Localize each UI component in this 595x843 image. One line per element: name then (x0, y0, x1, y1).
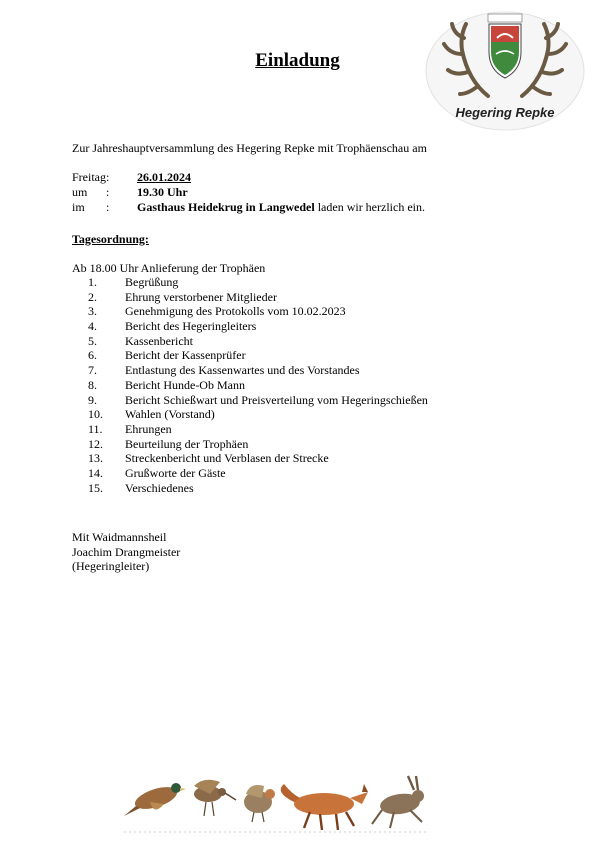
agenda-item-text: Grußworte der Gäste (125, 465, 226, 480)
intro-text: Zur Jahreshauptversammlung des Hegering Repke mit Trophäenschau am (72, 141, 427, 155)
agenda-item-number: 12. (88, 436, 103, 451)
agenda-item-text: Beurteilung der Trophäen (125, 436, 249, 451)
page-title: Einladung (255, 50, 340, 71)
detail-time-value: 19.30 Uhr (137, 185, 188, 199)
agenda-preface: Ab 18.00 Uhr Anlieferung der Trophäen (72, 261, 266, 275)
agenda-item-number: 15. (88, 480, 103, 495)
agenda-item-number: 8. (88, 377, 97, 392)
agenda-item-number: 6. (88, 348, 97, 363)
agenda-item-number: 14. (88, 465, 103, 480)
agenda-item-text: Begrüßung (125, 275, 179, 289)
agenda-item-text: Bericht Schießwart und Preisverteilung vom Hegeringschießen (125, 392, 428, 407)
agenda-item-number: 3. (88, 304, 97, 319)
signature-greeting: Mit Waidmannsheil (72, 530, 167, 544)
agenda-heading: Tagesordnung: (72, 232, 149, 246)
agenda-item-number: 4. (88, 319, 97, 334)
agenda-item-text: Entlastung des Kassenwartes und des Vorstandes (125, 363, 360, 378)
agenda-item-number: 5. (88, 333, 97, 348)
detail-label: Freitag: (72, 170, 110, 184)
partridge-icon (244, 785, 275, 822)
agenda-item-text: Kassenbericht (125, 333, 193, 348)
woodcock-icon (194, 780, 236, 816)
detail-label: im (72, 200, 85, 214)
fox-icon (281, 784, 368, 830)
agenda-item-number: 1. (88, 275, 97, 289)
hare-icon (372, 776, 424, 828)
signature-block (72, 530, 180, 574)
agenda-item-text: Bericht der Kassenprüfer (125, 348, 246, 363)
agenda-item-text: Ehrung verstorbener Mitglieder (125, 289, 277, 304)
signature-name: Joachim Drangmeister (72, 544, 181, 559)
detail-location-value (137, 200, 425, 215)
agenda-item-number: 2. (88, 289, 97, 304)
agenda-item-number: 7. (88, 363, 97, 378)
location-suffix: laden wir herzlich ein. (314, 200, 425, 214)
club-name-logo-text: Hegering Repke (455, 105, 555, 120)
agenda-item-text: Ehrungen (125, 421, 172, 436)
agenda-item-text: Wahlen (Vorstand) (125, 407, 215, 422)
agenda-item-number: 10. (88, 407, 103, 422)
agenda-item-text: Bericht Hunde-Ob Mann (125, 377, 245, 392)
agenda-item-number: 11. (88, 421, 103, 436)
signature-role: (Hegeringleiter) (72, 559, 150, 574)
detail-colon: : (106, 200, 110, 214)
game-animals-illustration (124, 772, 428, 838)
agenda-item-text: Verschiedenes (125, 480, 194, 495)
agenda-item-text: Bericht des Hegeringleiters (125, 319, 257, 334)
detail-date-value: 26.01.2024 (137, 170, 191, 184)
agenda-item-text: Genehmigung des Protokolls vom 10.02.2023 (125, 304, 346, 319)
agenda-item-number: 13. (88, 451, 103, 466)
pheasant-icon (124, 783, 186, 816)
location-name: Gasthaus Heidekrug in Langwedel (137, 200, 315, 214)
agenda-item-number: 9. (88, 392, 97, 407)
detail-colon: : (106, 185, 110, 199)
club-logo (424, 10, 586, 132)
agenda-item-text: Streckenbericht und Verblasen der Strecke (125, 451, 329, 466)
detail-label: um (72, 185, 88, 199)
